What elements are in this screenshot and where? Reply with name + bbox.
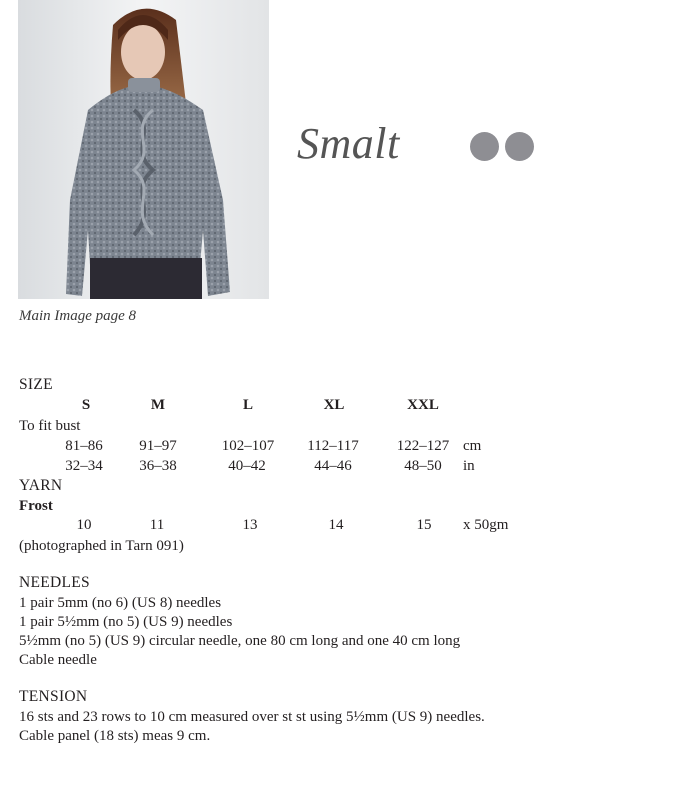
needles-line: 1 pair 5mm (no 6) (US 8) needles bbox=[19, 595, 222, 611]
model-sweater-image bbox=[18, 0, 269, 299]
yarn-heading: YARN bbox=[19, 477, 63, 494]
bust-in: 40–42 bbox=[228, 458, 266, 474]
bust-cm: 91–97 bbox=[139, 438, 177, 454]
yarn-balls: 11 bbox=[149, 517, 165, 533]
yarn-name: Frost bbox=[19, 498, 53, 514]
size-label: S bbox=[81, 397, 91, 413]
needles-line: Cable needle bbox=[19, 652, 97, 668]
needles-heading: NEEDLES bbox=[19, 574, 90, 591]
tension-line: 16 sts and 23 rows to 10 cm measured over st st using 5½mm (US 9) needles. bbox=[19, 709, 485, 725]
yarn-note: (photographed in Tarn 091) bbox=[19, 538, 184, 554]
image-caption: Main Image page 8 bbox=[19, 308, 137, 324]
bust-cm: 112–117 bbox=[307, 438, 359, 454]
size-label: M bbox=[150, 397, 166, 413]
size-label: XL bbox=[323, 397, 345, 413]
yarn-balls: 10 bbox=[76, 517, 92, 533]
yarn-balls: 14 bbox=[328, 517, 344, 533]
size-label: L bbox=[242, 397, 254, 413]
size-label: XXL bbox=[407, 397, 439, 413]
bust-cm: 122–127 bbox=[396, 438, 450, 454]
bust-cm: 102–107 bbox=[221, 438, 275, 454]
tension-heading: TENSION bbox=[19, 688, 88, 705]
difficulty-dot bbox=[505, 132, 534, 161]
cm-unit: cm bbox=[463, 438, 482, 454]
yarn-unit: x 50gm bbox=[463, 517, 509, 533]
fit-bust-label: To fit bust bbox=[19, 418, 81, 434]
bust-in: 44–46 bbox=[314, 458, 352, 474]
tension-line: Cable panel (18 sts) meas 9 cm. bbox=[19, 728, 211, 744]
size-heading: SIZE bbox=[19, 376, 53, 393]
needles-line: 5½mm (no 5) (US 9) circular needle, one 80 cm long and one 40 cm long bbox=[19, 633, 461, 649]
bust-in: 48–50 bbox=[404, 458, 442, 474]
pattern-title: Smalt bbox=[297, 119, 400, 168]
main-photo bbox=[18, 0, 269, 299]
bust-in: 36–38 bbox=[139, 458, 177, 474]
difficulty-dot bbox=[470, 132, 499, 161]
difficulty-rating bbox=[470, 132, 534, 161]
needles-line: 1 pair 5½mm (no 5) (US 9) needles bbox=[19, 614, 233, 630]
yarn-balls: 13 bbox=[242, 517, 258, 533]
in-unit: in bbox=[463, 458, 475, 474]
yarn-balls: 15 bbox=[416, 517, 432, 533]
bust-cm: 81–86 bbox=[65, 438, 103, 454]
bust-in: 32–34 bbox=[65, 458, 103, 474]
